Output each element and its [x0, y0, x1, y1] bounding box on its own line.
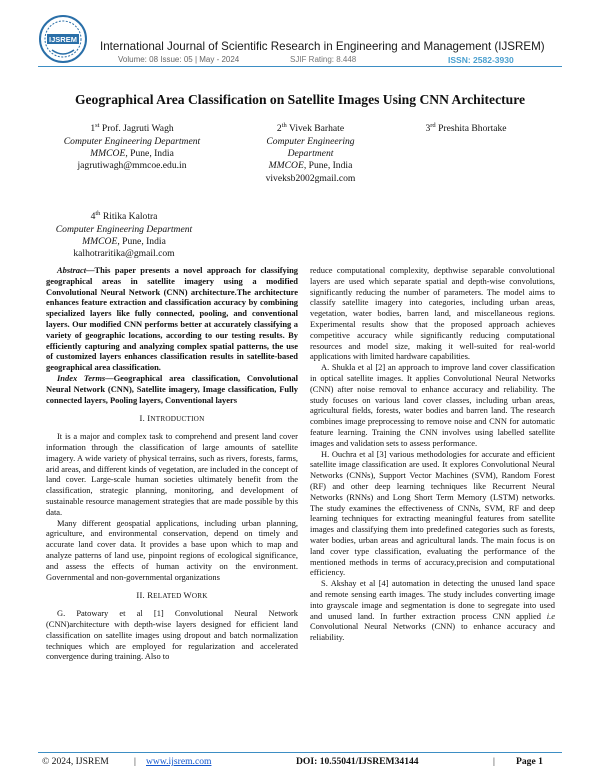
sjif-rating: SJIF Rating: 8.448 — [290, 55, 357, 64]
footer-separator: | — [493, 756, 495, 767]
author-email: kalhotraritika@gmail.com — [73, 248, 175, 260]
intro-paragraph-2: Many different geospatial applications, including urban planning, agriculture, and environmental conservation, depend on timely and accurate land cover data. It provides a base upon which to map and analyze patterns of land use, pinpoint regions of ecological significance, and assess the effects of human activity on the environment. Governmental and non-governmental organizations — [46, 517, 298, 582]
author-name: Ritika Kalotra — [100, 211, 158, 223]
section-heading-introduction: I. INTRODUCTION — [139, 413, 205, 424]
left-column — [46, 265, 298, 662]
footer-page-number: Page 1 — [516, 756, 543, 767]
footer-website-link[interactable]: www.ijsrem.com — [146, 756, 212, 767]
related-paragraph-1: G. Patowary et al [1] Convolutional Neural Network (CNN)architecture with depth-wise layers designed for efficient land classification on satellite images using dropout and batch normalization techniques which are employed for regularization and accelerated convergence during training. Also to — [46, 608, 298, 662]
author-department: Computer Engineering Department — [63, 135, 201, 147]
abstract: Abstract—This paper presents a novel approach for classifying geographical areas in satellite imagery using a modified Convolutional Neural Network (CNN) architecture.The architecture enhances feature extraction and classification accuracy by combining specialized layers like fully connected, pooling, and conventional layers. Our modified CNN performs better at accurately classifying a variety of geographic locations, according to our testing results. By efficiently capturing and analyzing complex spatial patterns, the use of customized layers enhances classification results in satellite-based geographical area classification. — [46, 265, 298, 373]
author-block-2: 2th Vivek Barhate Computer Engineering Department MMCOE, Pune, India viveksb2002gmail.com — [248, 120, 373, 185]
author-block-1: 1st Prof. Jagruti Wagh Computer Engineering Department MMCOE, Pune, India jagrutiwagh@mmcoe.edu.in — [48, 120, 216, 173]
footer-doi: DOI: 10.55041/IJSREM34144 — [296, 756, 419, 767]
svg-text:IJSREM: IJSREM — [49, 35, 77, 44]
header-rule — [38, 66, 562, 67]
footer-rule — [38, 752, 562, 753]
footer-copyright: © 2024, IJSREM — [42, 756, 109, 767]
author-department: Computer Engineering Department — [55, 223, 193, 235]
index-terms: Index Terms—Geographical area classification, Convolutional Neural Network (CNN), Satellite imagery, Image classification, Fully connected layers, Pooling layers, Conventional layers — [46, 372, 298, 405]
author-name: Prof. Jagruti Wagh — [99, 123, 174, 135]
author-block-4: 4th Ritika Kalotra Computer Engineering Department MMCOE, Pune, India kalhotraritika@gmail.com — [38, 208, 210, 261]
journal-volume: Volume: 08 Issue: 05 | May - 2024 — [118, 55, 240, 64]
related-paragraph-4: S. Akshay et al [4] automation in detecting the unused land space and remote sensing earth images. The study includes converting image into grayscale image and segmentation is done to segregate into used and unused land. In further extraction process CNN applied i.e Convolutional Neural Networks (CNN) to enhance accuracy and reliability. — [310, 578, 555, 643]
ijsrem-logo — [38, 14, 88, 64]
related-paragraph-3: H. Ouchra et al [3] various methodologies for accurate and efficient satellite image classification are used. It explores Convolutional Neural Networks (CNNs), Support Vector Machines (SVM), Random Forest (RF) and other deep learning techniques like Recurrent Neural Networks (RNNs) and Long Short Term Memory (LSTM) networks. The study examines the effectiveness of CNNs, SVM, RF and deep learning techniques for extracting meaningful features from satellite images and classifying them into predefined categories such as forests, water bodies, urban areas and agricultural lands. The main focus is on land cover type classification, evaluating the performance of the mentioned methods in terms of accuracy,precision and computational efficiency. — [310, 448, 555, 578]
footer-separator: | — [134, 756, 136, 767]
author-department: Computer Engineering Department — [266, 135, 355, 159]
right-column — [310, 265, 555, 643]
intro-paragraph-1: It is a major and complex task to comprehend and present land cover information through the classification of large amounts of satellite imagery. A wide variety of physical terrains, such as rivers, forests, farms, arid areas, and different kinds of vegetation, are included in the concept of land cover. Large-scale human societies ultimately benefit from the classification, strategic planning, monitoring, and development of sustainable resource management strategies that are made possible by this data. — [46, 431, 298, 517]
related-paragraph-1-cont: reduce computational complexity, depthwise separable convolutional layers are used which separate spatial and depth-wise convolutions, significantly reducing the number of parameters. The model aims to classify satellite imagery into categories, including urban areas, vegetation, water bodies, barren land, and miscellaneous regions. Experimental results show that the proposed approach achieves competitive accuracy while significantly reducing computational resources and model size, making it well-suited for real-world applications with limited hardware capabilities. — [310, 265, 555, 362]
paper-title: Geographical Area Classification on Satellite Images Using CNN Architecture — [74, 92, 526, 107]
author-email: viveksb2002gmail.com — [265, 172, 356, 184]
author-email: jagrutiwagh@mmcoe.edu.in — [77, 160, 187, 172]
journal-title: International Journal of Scientific Research in Engineering and Management (IJSREM) — [100, 40, 545, 53]
section-heading-related-work: II. RELATED WORK — [136, 590, 208, 601]
author-block-3: 3rd Preshita Bhortake — [425, 122, 507, 135]
issn: ISSN: 2582-3930 — [448, 55, 514, 65]
related-paragraph-2: A. Shukla et al [2] an approach to improve land cover classification in optical satellite images. It applies Convolutional Neural Networks (CNN) after noise removal to enhance accuracy and reliability. The study focuses on various land cover classes, including urban areas, agricultural fields, forests, water bodies and barren land. The research combines image preprocessing to remove noise and CNN for automatic feature learning. Training the CNN involves using labelled satellite images and validation sets to assess performance. — [310, 362, 555, 448]
author-name: Vivek Barhate — [286, 123, 345, 135]
author-name: Preshita Bhortake — [435, 123, 507, 135]
